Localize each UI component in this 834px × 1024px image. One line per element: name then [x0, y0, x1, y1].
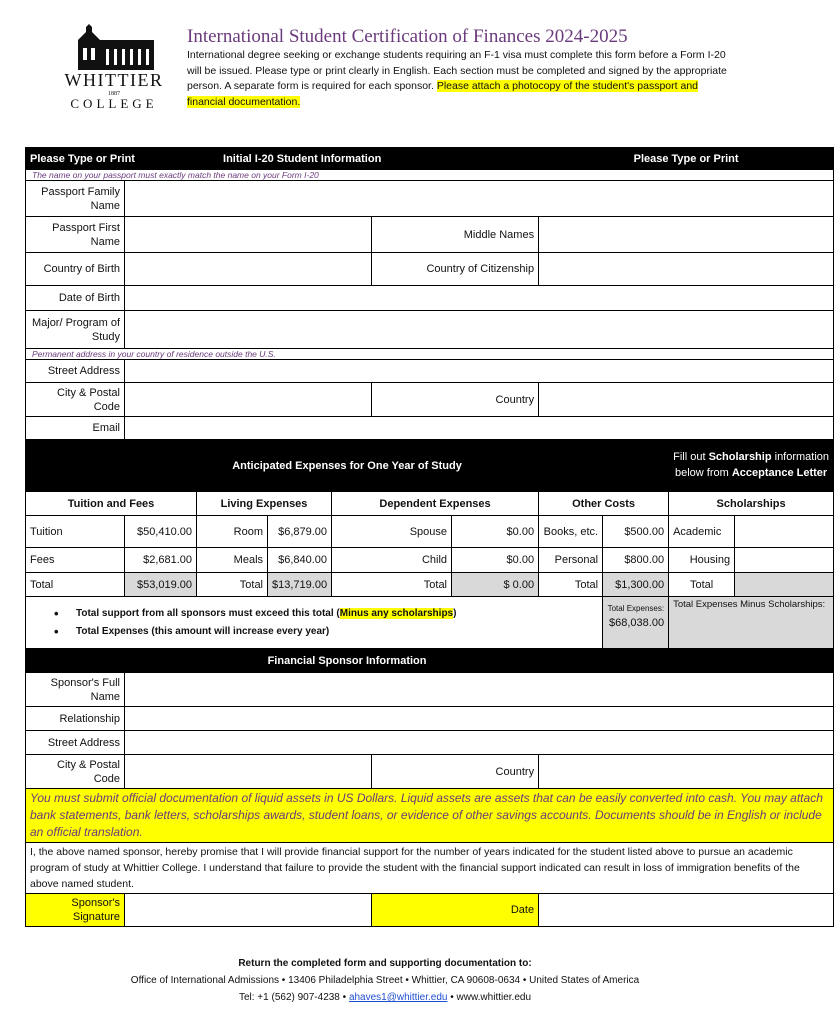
input-major[interactable] — [125, 311, 834, 349]
fees-value: $2,681.00 — [125, 548, 197, 573]
label-sponsor-city: City & Postal Code — [26, 755, 125, 789]
expenses-title: Anticipated Expenses for One Year of Study — [26, 440, 669, 492]
input-sponsor-city[interactable] — [125, 755, 372, 789]
row-email — [26, 417, 834, 440]
meals-value: $6,840.00 — [268, 548, 332, 573]
row-sponsor-name — [26, 673, 834, 707]
bullet1-pre: Total support from all sponsors must exceed this total ( — [76, 607, 340, 619]
sponsor-section-header — [26, 649, 834, 673]
label-middle-names: Middle Names — [372, 217, 539, 253]
bullet-total-expenses: • Total Expenses (this amount will increase every year) — [54, 623, 598, 641]
input-street[interactable] — [125, 360, 834, 383]
total-expenses-label: Total Expenses: — [607, 604, 665, 613]
label-email: Email — [26, 417, 125, 440]
label-country-citizenship: Country of Citizenship — [372, 253, 539, 286]
living-total-value: $13,719.00 — [268, 573, 332, 597]
col-dependent: Dependent Expenses — [332, 492, 539, 516]
intro-paragraph: International degree seeking or exchange students requiring an F-1 visa must complete this form before a Form I-20 will be issued. Please type or print clearly in English. Each section must be completed and signed by the appropriate person. A separate form is required for each sponsor. — [187, 49, 727, 93]
expenses-column-headers — [26, 492, 834, 516]
books-label: Books, etc. — [539, 516, 603, 548]
permanent-address-note: Permanent address in your country of residence outside the U.S. — [26, 349, 834, 360]
row-signature — [26, 894, 834, 927]
label-country: Country — [372, 383, 539, 417]
sponsor-header-spacer — [669, 649, 834, 673]
room-value: $6,879.00 — [268, 516, 332, 548]
minus-scholarships-cell — [669, 597, 834, 649]
label-relationship: Relationship — [26, 707, 125, 731]
input-date-birth[interactable] — [125, 286, 834, 311]
label-date-birth: Date of Birth — [26, 286, 125, 311]
footer-contact-line — [0, 989, 770, 1006]
fees-label: Fees — [26, 548, 125, 573]
row-country-birth — [26, 253, 834, 286]
label-sponsor-country: Country — [372, 755, 539, 789]
dependent-total-value: $ 0.00 — [452, 573, 539, 597]
row-street — [26, 360, 834, 383]
spouse-value: $0.00 — [452, 516, 539, 548]
room-label: Room — [197, 516, 268, 548]
housing-label: Housing — [669, 548, 735, 573]
total-expenses-cell — [603, 597, 669, 649]
other-total-label: Total — [539, 573, 603, 597]
minus-scholarships-label: Total Expenses Minus Scholarships: — [673, 599, 826, 610]
scholarship-total-value — [735, 573, 834, 597]
input-sponsor-street[interactable] — [125, 731, 834, 755]
bullet-sponsor-total — [54, 605, 598, 623]
attach-note: Please attach a photocopy of the student's passport and financial documentation. — [187, 80, 698, 108]
scholarship-instruction — [669, 440, 834, 492]
label-sponsor-street: Street Address — [26, 731, 125, 755]
intro-text — [187, 48, 727, 110]
header-please-type-right: Please Type or Print — [539, 148, 834, 170]
input-country-birth[interactable] — [125, 253, 372, 286]
expenses-summary-row — [26, 597, 834, 649]
input-family-name[interactable] — [125, 181, 834, 217]
input-academic-scholarship[interactable] — [735, 516, 834, 548]
tuition-total-value: $53,019.00 — [125, 573, 197, 597]
dependent-total-label: Total — [332, 573, 452, 597]
col-tuition: Tuition and Fees — [26, 492, 197, 516]
label-signature: Sponsor's Signature — [26, 894, 125, 927]
input-signature[interactable] — [125, 894, 372, 927]
input-country-citizenship[interactable] — [539, 253, 834, 286]
label-family-name: Passport Family Name — [26, 181, 125, 217]
college-logo — [52, 24, 176, 116]
input-email[interactable] — [125, 417, 834, 440]
other-total-value: $1,300.00 — [603, 573, 669, 597]
label-major: Major/ Program of Study — [26, 311, 125, 349]
input-first-name[interactable] — [125, 217, 372, 253]
bullet1-highlight: Minus any scholarships — [339, 607, 454, 619]
row-city — [26, 383, 834, 417]
personal-label: Personal — [539, 548, 603, 573]
liquid-assets-note: You must submit official documentation of liquid assets in US Dollars. Liquid assets are assets that can be easily converted into cash. You may attach bank statements, bank letters, scholarships awards, student loans, or evidence of other savings accounts. Documents should be in English or include an official translation. — [26, 789, 834, 843]
footer-email-link[interactable]: ahaves1@whittier.edu — [348, 992, 448, 1003]
header-please-type-left: Please Type or Print — [26, 148, 197, 170]
logo-name: WHITTIER — [64, 70, 164, 90]
row-major — [26, 311, 834, 349]
scholarship-note-bold: Scholarship — [708, 451, 772, 463]
expenses-row-totals — [26, 573, 834, 597]
footer-web: • www.whittier.edu — [447, 992, 532, 1003]
label-sponsor-name: Sponsor's Full Name — [26, 673, 125, 707]
child-value: $0.00 — [452, 548, 539, 573]
label-city: City & Postal Code — [26, 383, 125, 417]
tuition-value: $50,410.00 — [125, 516, 197, 548]
input-housing-scholarship[interactable] — [735, 548, 834, 573]
row-sponsor-city — [26, 755, 834, 789]
personal-value: $800.00 — [603, 548, 669, 573]
input-date[interactable] — [539, 894, 834, 927]
input-sponsor-name[interactable] — [125, 673, 834, 707]
certification-form — [25, 147, 834, 927]
scholarship-note-pre: Fill out — [673, 451, 709, 463]
scholarship-total-label: Total — [669, 573, 735, 597]
label-date: Date — [372, 894, 539, 927]
academic-label: Academic — [669, 516, 735, 548]
child-label: Child — [332, 548, 452, 573]
expenses-section-header — [26, 440, 834, 492]
input-middle-names[interactable] — [539, 217, 834, 253]
sponsor-title: Financial Sponsor Information — [26, 649, 669, 673]
input-sponsor-country[interactable] — [539, 755, 834, 789]
col-other: Other Costs — [539, 492, 669, 516]
label-first-name: Passport First Name — [26, 217, 125, 253]
row-relationship — [26, 707, 834, 731]
scholarship-note-mid: information below from — [674, 451, 830, 479]
meals-label: Meals — [197, 548, 268, 573]
building-icon — [74, 24, 154, 70]
row-family-name — [26, 181, 834, 217]
spouse-label: Spouse — [332, 516, 452, 548]
scholarship-note-end: Acceptance Letter — [731, 466, 828, 479]
total-expenses-value: $68,038.00 — [609, 617, 665, 629]
label-street: Street Address — [26, 360, 125, 383]
row-first-name — [26, 217, 834, 253]
page-title: International Student Certification of Finances 2024-2025 — [187, 26, 628, 47]
logo-est: 1887 — [108, 91, 120, 97]
input-country[interactable] — [539, 383, 834, 417]
row-sponsor-street — [26, 731, 834, 755]
passport-name-note: The name on your passport must exactly match the name on your Form I-20 — [26, 170, 834, 181]
footer — [0, 955, 770, 1006]
living-total-label: Total — [197, 573, 268, 597]
books-value: $500.00 — [603, 516, 669, 548]
input-relationship[interactable] — [125, 707, 834, 731]
expenses-row-2 — [26, 548, 834, 573]
support-bullets — [26, 597, 603, 649]
tuition-total-label: Total — [26, 573, 125, 597]
footer-return-line: Return the completed form and supporting documentation to: — [238, 958, 532, 969]
student-section-header — [26, 148, 834, 170]
student-info-title-text: Initial I-20 Student Information — [223, 152, 382, 165]
col-living: Living Expenses — [197, 492, 332, 516]
label-country-birth: Country of Birth — [26, 253, 125, 286]
bullet1-post: ) — [453, 607, 457, 619]
input-city[interactable] — [125, 383, 372, 417]
expenses-row-1 — [26, 516, 834, 548]
col-scholarships: Scholarships — [669, 492, 834, 516]
footer-office-line: Office of International Admissions • 13406 Philadelphia Street • Whittier, CA 90608-0634 • United States of America — [130, 975, 640, 986]
footer-tel: Tel: +1 (562) 907-4238 • — [238, 992, 349, 1003]
row-date-birth — [26, 286, 834, 311]
logo-college: COLLEGE — [70, 96, 158, 111]
tuition-label: Tuition — [26, 516, 125, 548]
sponsor-promise: I, the above named sponsor, hereby promise that I will provide financial support for the number of years indicated for the student listed above to pursue an academic program of study at Whittier College. I understand that failure to provide the student with the financial support indicated can result in loss of immigration benefits of the above named student. — [26, 843, 834, 894]
student-info-title — [197, 148, 539, 170]
